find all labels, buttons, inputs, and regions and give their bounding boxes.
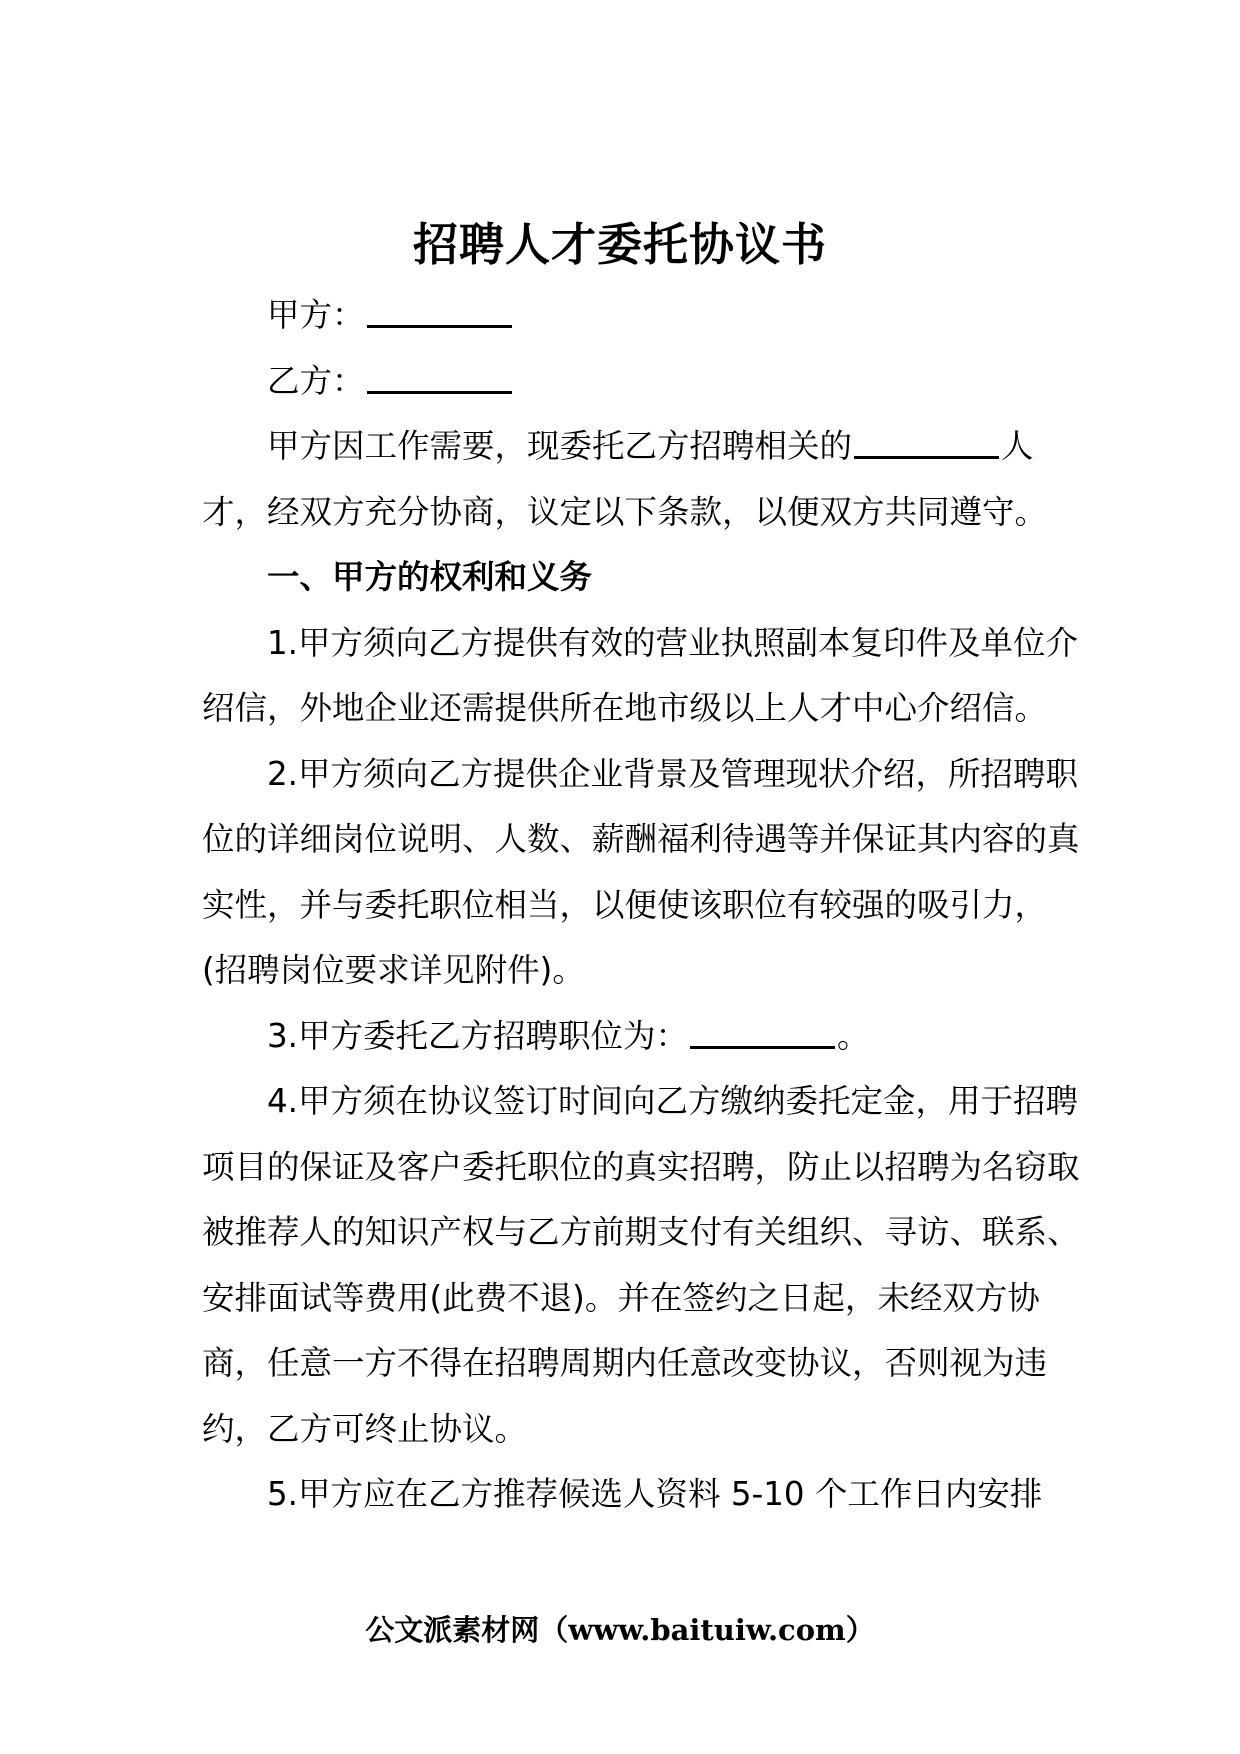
clause-3-end: 。 xyxy=(837,1016,870,1055)
party-a-blank xyxy=(367,293,512,329)
party-b-line xyxy=(202,349,1082,415)
party-a-line xyxy=(202,283,1082,349)
clause-1: 1.甲方须向乙方提供有效的营业执照副本复印件及单位介绍信，外地企业还需提供所在地市级以上人才中心介绍信。 xyxy=(202,623,1079,727)
document-body xyxy=(202,283,1082,1528)
clause-3-text: 3.甲方委托乙方招聘职位为： xyxy=(267,1016,689,1055)
clause-2: 2.甲方须向乙方提供企业背景及管理现状介绍，所招聘职位的详细岗位说明、人数、薪酬福利待遇等并保证其内容的真实性，并与委托职位相当，以便使该职位有较强的吸引力，(招聘岗位要求详见附件)。 xyxy=(202,754,1080,989)
intro-paragraph xyxy=(202,414,1082,545)
section-heading-1: 一、甲方的权利和义务 xyxy=(267,558,593,596)
clause-5: 5.甲方应在乙方推荐候选人资料 5-10 个工作日内安排 xyxy=(267,1475,1043,1513)
intro-before-text: 甲方因工作需要，现委托乙方招聘相关的 xyxy=(267,427,853,465)
clause-3 xyxy=(202,1004,1082,1070)
footer-watermark: 公文派素材网（www.baituiw.com） xyxy=(365,1613,875,1647)
document-title: 招聘人才委托协议书 xyxy=(412,218,827,271)
party-b-blank xyxy=(367,358,512,394)
talent-type-blank xyxy=(854,424,999,460)
position-blank xyxy=(690,1013,835,1049)
party-b-label: 乙方： xyxy=(267,361,365,400)
clause-4: 4.甲方须在协议签订时间向乙方缴纳委托定金，用于招聘项目的保证及客户委托职位的真实招聘，防止以招聘为名窃取被推荐人的知识产权与乙方前期支付有关组织、寻访、联系、安排面试等费用(此费不退)。并在签约之日起，未经双方协商，任意一方不得在招聘周期内任意改变协议，否则视为违约，乙方可终止协议。 xyxy=(202,1082,1080,1448)
party-a-label: 甲方： xyxy=(267,296,365,334)
intro-after-text: 人才，经双方充分协商，议定以下条款，以便双方共同遵守。 xyxy=(202,427,1048,531)
